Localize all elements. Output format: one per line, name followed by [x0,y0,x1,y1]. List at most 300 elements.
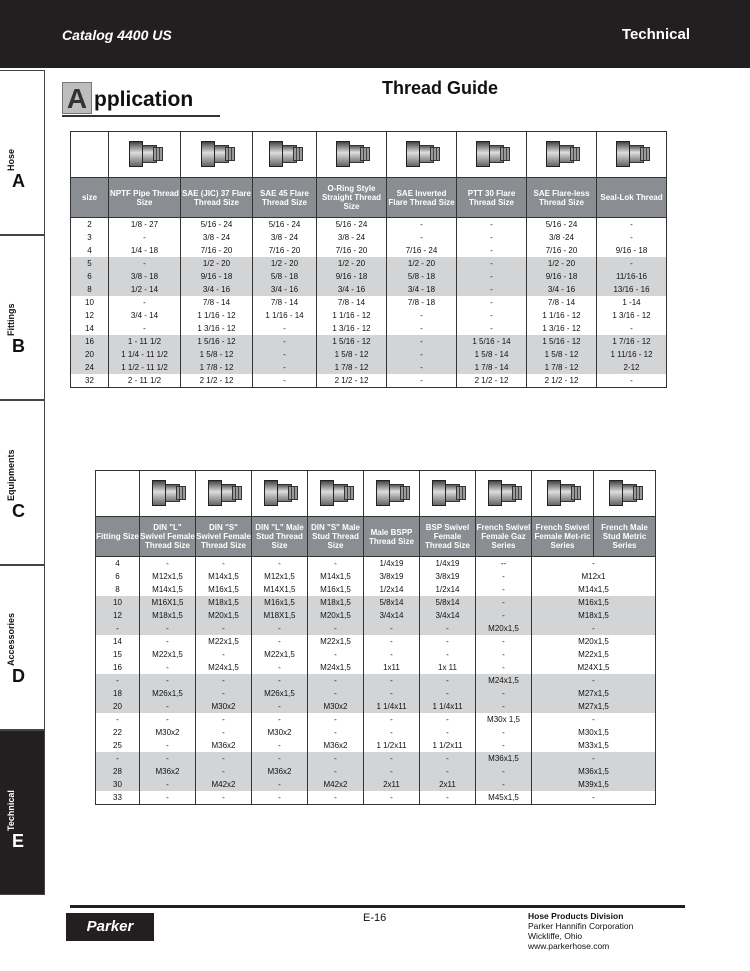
side-tab-technical[interactable] [0,730,45,895]
table-cell: M22x1,5 [140,648,196,661]
column-header: French Swivel Female Met-ric Series [532,517,594,557]
fitting-part [500,147,510,161]
table-cell: 1 1/2 - 11 1/2 [109,361,181,374]
fitting-part [152,480,166,506]
table-cell: M27x1,5 [532,700,656,713]
table-cell: M33x1,5 [532,739,656,752]
column-header: SAE 45 Flare Thread Size [253,178,317,218]
table-cell: 1/4 - 18 [109,244,181,257]
table-cell: - [308,713,364,726]
side-tab-hose[interactable] [0,70,45,235]
table-row [71,309,667,322]
side-tab-label: Accessories [6,612,16,666]
table-cell: 3/8x19 [364,570,420,583]
table-row [96,596,656,609]
table-cell: 5/8 - 18 [253,270,317,283]
table-cell: - [140,661,196,674]
table-cell: 7/8 - 18 [387,296,457,309]
table-row [71,374,667,388]
table-cell: - [252,778,308,791]
table-row [96,661,656,674]
table-cell: 5/16 - 24 [527,218,597,232]
catalog-title: Catalog 4400 US [62,27,172,43]
column-header: SAE Inverted Flare Thread Size [387,178,457,218]
fitting-image-cell [181,132,253,178]
fitting-part [201,141,215,167]
table-cell: 1/2 - 20 [253,257,317,270]
fitting-illustration-icon [330,135,374,171]
table-cell: 1 5/16 - 12 [527,335,597,348]
table-cell: 6 [96,570,140,583]
table-cell: - [253,322,317,335]
table-cell: - [597,374,667,388]
table-cell: 7/8 - 14 [253,296,317,309]
table-cell: - [196,752,252,765]
table-cell: M18X1,5 [252,609,308,622]
table-cell: - [476,778,532,791]
section-title: Technical [621,26,690,43]
table-cell: 1 5/8 - 12 [527,348,597,361]
fitting-image-cell [364,471,420,517]
table-cell: - [308,557,364,571]
table-cell: 2 1/2 - 12 [181,374,253,388]
table-cell: - [308,674,364,687]
fitting-image-cell [140,471,196,517]
company-website[interactable]: www.parkerhose.com [528,941,610,951]
column-header: BSP Swivel Female Thread Size [420,517,476,557]
table-row [71,270,667,283]
table-cell: M18x1,5 [140,609,196,622]
table-cell: - [387,335,457,348]
table-cell: 1/2 - 14 [109,283,181,296]
table-cell: M16x1,5 [308,583,364,596]
table-cell: - [252,791,308,805]
fitting-part [225,147,235,161]
column-header: NPTF Pipe Thread Size [109,178,181,218]
table-cell: M30x2 [140,726,196,739]
table-cell: 1/8 - 27 [109,218,181,232]
table-cell: 5/8x14 [364,596,420,609]
table-cell: - [364,674,420,687]
table-cell: 1 1/16 - 12 [317,309,387,322]
table-cell: 7/16 - 20 [527,244,597,257]
table-cell: M16X1,5 [140,596,196,609]
table-cell: - [253,348,317,361]
table-cell: 1x 11 [420,661,476,674]
table-cell: 3/4 - 18 [387,283,457,296]
table-cell: 1 3/16 - 12 [181,322,253,335]
table-row [71,218,667,232]
table-row [96,635,656,648]
table-cell: M14x1,5 [196,570,252,583]
top-header-bar [0,0,750,68]
table-cell: - [140,557,196,571]
company-city: Wickliffe, Ohio [528,931,583,941]
table-cell: 2 1/2 - 12 [317,374,387,388]
table-row [96,648,656,661]
image-corner-cell [96,471,140,517]
table-cell: M12x1 [532,570,656,583]
table-row [71,296,667,309]
thread-guide-table-metric [95,470,656,805]
column-header: PTT 30 Flare Thread Size [457,178,527,218]
fitting-part [129,141,143,167]
table-cell: 7/8 - 14 [527,296,597,309]
table-cell: M36x1,5 [476,752,532,765]
application-word: pplication [94,88,194,111]
fitting-image-cell [253,132,317,178]
table-cell: - [252,661,308,674]
fitting-image-cell [109,132,181,178]
table-cell: 3/8 -24 [527,231,597,244]
table-cell: - [476,765,532,778]
table-row [96,674,656,687]
table-cell: - [387,322,457,335]
table-cell: - [476,726,532,739]
table-body [71,218,667,388]
table-cell: - [109,322,181,335]
table-cell: 14 [71,322,109,335]
table-cell: M36x1,5 [532,765,656,778]
table-cell: - [252,635,308,648]
fitting-illustration-icon [603,474,647,510]
table-cell: - [420,791,476,805]
table-row [71,348,667,361]
fitting-illustration-icon [263,135,307,171]
table-cell: 5/16 - 24 [181,218,253,232]
fitting-part [344,486,354,500]
table-cell: - [364,622,420,635]
table-cell: 12 [96,609,140,622]
side-tab-fittings[interactable] [0,235,45,400]
table-cell: 3/8 - 24 [181,231,253,244]
table-cell: - [420,752,476,765]
table-cell: 10 [96,596,140,609]
table-cell: 1 1/2x11 [420,739,476,752]
table-cell: M18x1,5 [308,596,364,609]
fitting-part [376,480,390,506]
fitting-illustration-icon [123,135,167,171]
fitting-image-cell [527,132,597,178]
table-cell: - [196,765,252,778]
table-cell: - [252,739,308,752]
table-row [96,739,656,752]
page-title: Thread Guide [382,78,499,98]
table-cell: 1 1/16 - 14 [253,309,317,322]
table-row [96,609,656,622]
table-cell: 1 5/8 - 12 [317,348,387,361]
fitting-part [293,147,303,161]
table-cell: 5/16 - 24 [317,218,387,232]
table-cell: 9/16 - 18 [181,270,253,283]
table-row [96,765,656,778]
table-cell: - [476,596,532,609]
table-row [96,713,656,726]
table-cell: M24x1,5 [476,674,532,687]
table-cell: 2 1/2 - 12 [527,374,597,388]
table-cell: M22x1,5 [532,648,656,661]
division-block [528,911,633,951]
column-header: DIN "S" Male Stud Thread Size [308,517,364,557]
table-cell: - [457,270,527,283]
column-header: O-Ring Style Straight Thread Size [317,178,387,218]
table-cell: - [96,713,140,726]
table-cell: 1/2 - 20 [387,257,457,270]
table-cell: M20x1,5 [532,635,656,648]
table-cell: 2x11 [364,778,420,791]
side-tab-equipments[interactable] [0,400,45,565]
table-cell: - [597,218,667,232]
fitting-part [640,147,650,161]
table-cell: - [109,231,181,244]
fitting-part [609,480,623,506]
fitting-part [570,147,580,161]
table-cell: - [457,322,527,335]
fitting-part [616,141,630,167]
table-cell: M22x1,5 [308,635,364,648]
table-cell: - [196,726,252,739]
table-cell: 1 1/4x11 [420,700,476,713]
table-cell: 16 [96,661,140,674]
fitting-illustration-icon [541,474,585,510]
fitting-part [232,486,242,500]
fitting-image-cell [252,471,308,517]
table-cell: 10 [71,296,109,309]
table-cell: 20 [71,348,109,361]
table-cell: 1 5/8 - 12 [181,348,253,361]
table-cell: M18x1,5 [532,609,656,622]
table-cell: 1 -14 [597,296,667,309]
table-cell: 2-12 [597,361,667,374]
fitting-part [633,486,643,500]
fitting-part [547,480,561,506]
table-cell: M12x1,5 [140,570,196,583]
table-cell: - [387,374,457,388]
fitting-part [208,480,222,506]
table-cell: M30x2 [196,700,252,713]
table-cell: 3/8x19 [420,570,476,583]
table-cell: 22 [96,726,140,739]
table-cell: - [457,231,527,244]
table-cell: 9/16 - 18 [527,270,597,283]
table-cell: 32 [71,374,109,388]
table-cell: 3/8 - 24 [253,231,317,244]
table-row [96,752,656,765]
table-cell: - [420,635,476,648]
table-cell: M36x2 [252,765,308,778]
table-body [96,557,656,805]
table-cell: 1 1/4x11 [364,700,420,713]
table-row [96,557,656,571]
table-cell: - [140,635,196,648]
table-cell: 7/16 - 20 [317,244,387,257]
division-name: Hose Products Division [528,911,624,921]
column-header: French Male Stud Metric Series [594,517,656,557]
table-cell: - [476,570,532,583]
table-row [96,700,656,713]
table-cell: 1 1/4 - 11 1/2 [109,348,181,361]
side-tab-label: Hose [6,148,16,171]
table-cell: 3/8 - 24 [317,231,387,244]
table-cell: - [420,765,476,778]
table-cell: 5/8 - 18 [387,270,457,283]
table-cell: 24 [71,361,109,374]
table-cell: - [140,752,196,765]
table-cell: - [387,309,457,322]
side-tab-accessories[interactable] [0,565,45,730]
table-cell: M36x2 [196,739,252,752]
table-cell: - [387,361,457,374]
fitting-illustration-icon [470,135,514,171]
column-header: DIN "S" Swivel Female Thread Size [196,517,252,557]
table-cell: - [457,218,527,232]
table-cell: - [252,713,308,726]
table-cell: 3/4 - 16 [253,283,317,296]
table-cell: M42x2 [308,778,364,791]
page-number: E-16 [363,912,387,924]
column-header: Seal-Lok Thread [597,178,667,218]
table-cell: 1 5/8 - 14 [457,348,527,361]
table-cell: - [597,257,667,270]
table-cell: 3 [71,231,109,244]
table-cell: M14x1,5 [140,583,196,596]
table-cell: - [96,752,140,765]
fitting-illustration-icon [540,135,584,171]
fitting-part [264,480,278,506]
table-cell: - [476,635,532,648]
table-cell: 1 11/16 - 12 [597,348,667,361]
fitting-image-cell [387,132,457,178]
application-initial: A [62,82,92,114]
table-cell: - [476,700,532,713]
table-cell: 28 [96,765,140,778]
table-cell: M18x1,5 [196,596,252,609]
table-cell: - [109,296,181,309]
table-cell: - [457,296,527,309]
table-cell: M36x2 [308,739,364,752]
table-cell: - [476,739,532,752]
table-cell: 6 [71,270,109,283]
fitting-part [400,486,410,500]
fitting-part [269,141,283,167]
table-cell: - [420,674,476,687]
fitting-illustration-icon [482,474,526,510]
table-row [71,244,667,257]
table-cell: - [196,687,252,700]
table-cell: - [140,674,196,687]
table-cell: - [308,752,364,765]
table-cell: M14x1,5 [532,583,656,596]
table-cell: M36x2 [140,765,196,778]
column-header: DIN "L" Male Stud Thread Size [252,517,308,557]
table-cell: M12x1,5 [252,570,308,583]
fitting-part [153,147,163,161]
fitting-image-cell [457,132,527,178]
fitting-illustration-icon [426,474,470,510]
table-cell: M30x2 [252,726,308,739]
fitting-part [456,486,466,500]
table-cell: - [253,374,317,388]
table-cell: - [457,244,527,257]
table-row [96,791,656,805]
fitting-image-cell [308,471,364,517]
side-tab-letter: B [12,336,25,356]
table-cell: 1/4x19 [364,557,420,571]
table-cell: - [420,648,476,661]
table-cell: 3/4 - 16 [181,283,253,296]
table-cell: - [252,700,308,713]
heading-underline [62,115,220,117]
table-cell: 7/16 - 20 [253,244,317,257]
table-cell: 1 5/16 - 12 [317,335,387,348]
table-cell: 1x11 [364,661,420,674]
table-cell: 1/2x14 [364,583,420,596]
table-cell: - [532,713,656,726]
fitting-image-cell [597,132,667,178]
table-cell: - [308,648,364,661]
side-tab-letter: C [12,501,25,521]
table-cell: M24x1,5 [308,661,364,674]
table-cell: 2 [71,218,109,232]
table-cell: - [597,231,667,244]
table-cell: -- [476,557,532,571]
table-cell: - [532,674,656,687]
fitting-image-cell [420,471,476,517]
table-cell: - [96,622,140,635]
table-cell: - [457,283,527,296]
column-header: Fitting Size [96,517,140,557]
table-cell: - [140,713,196,726]
table-cell: - [308,791,364,805]
fitting-illustration-icon [258,474,302,510]
side-tab-label: Technical [6,790,16,831]
table-row [96,778,656,791]
table-cell: 5 [71,257,109,270]
table-cell: 1 7/8 - 12 [317,361,387,374]
table-cell: M20x1,5 [308,609,364,622]
fitting-part [488,480,502,506]
table-cell: 1 5/16 - 14 [457,335,527,348]
table-cell: - [364,635,420,648]
table-cell: M26x1,5 [252,687,308,700]
fitting-part [360,147,370,161]
table-cell: 1 - 11 1/2 [109,335,181,348]
table-cell: 25 [96,739,140,752]
table-cell: - [308,687,364,700]
fitting-illustration-icon [202,474,246,510]
table-row [96,583,656,596]
table-cell: 1 7/8 - 14 [457,361,527,374]
table-cell: - [476,583,532,596]
fitting-image-cell [317,132,387,178]
table-cell: 11/16-16 [597,270,667,283]
table-cell: M30x2 [308,700,364,713]
thread-guide-table-sae [70,131,667,388]
table-row [71,283,667,296]
table-cell: - [457,309,527,322]
table-cell: - [420,713,476,726]
table-cell: - [308,765,364,778]
table-cell: - [253,335,317,348]
table-cell: 2 1/2 - 12 [457,374,527,388]
table-cell: M30x 1,5 [476,713,532,726]
table-cell: - [140,791,196,805]
table-cell: - [196,674,252,687]
table-cell: M20x1,5 [476,622,532,635]
company-name: Parker Hannifin Corporation [528,921,634,931]
table-cell: M42x2 [196,778,252,791]
table-cell: M27x1,5 [532,687,656,700]
